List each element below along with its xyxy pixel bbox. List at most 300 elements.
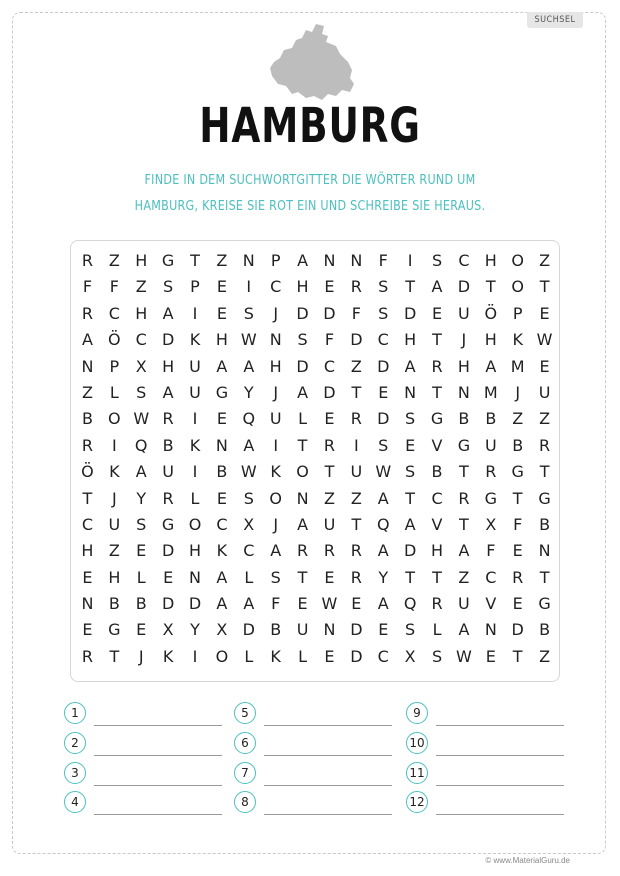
grid-letter: D: [511, 620, 524, 640]
grid-letter: K: [270, 462, 281, 482]
grid-letter: D: [377, 409, 390, 429]
grid-letter: I: [246, 277, 252, 297]
grid-letter: A: [162, 382, 174, 402]
grid-letter: T: [459, 462, 469, 482]
grid-letter: R: [485, 462, 497, 482]
grid-letter: G: [215, 382, 229, 402]
answer-line[interactable]: [264, 785, 392, 786]
grid-letter: U: [323, 514, 336, 534]
grid-letter: Z: [539, 251, 551, 270]
grid-letter: S: [270, 567, 281, 587]
grid-letter: Y: [190, 620, 200, 640]
grid-letter: I: [192, 409, 198, 429]
grid-letter: H: [269, 356, 282, 376]
grid-letter: A: [216, 594, 228, 614]
grid-letter: S: [243, 488, 254, 508]
answer-line[interactable]: [436, 755, 564, 756]
grid-row: [74, 380, 558, 406]
grid-letter: N: [189, 567, 201, 587]
grid-letter: S: [243, 303, 254, 323]
grid-letter: D: [377, 356, 390, 376]
grid-row: [74, 486, 558, 512]
grid-letter: G: [108, 620, 121, 640]
grid-letter: R: [81, 646, 93, 666]
grid-letter: B: [270, 620, 282, 640]
grid-letter: Q: [376, 514, 390, 534]
grid-letter: A: [270, 541, 282, 561]
grid-letter: W: [456, 646, 472, 666]
grid-letter: E: [512, 541, 523, 561]
grid-letter: R: [350, 409, 362, 429]
instructions: [0, 168, 620, 220]
grid-letter: U: [108, 514, 121, 534]
grid-letter: K: [189, 435, 201, 455]
grid-letter: S: [405, 462, 416, 482]
grid-letter: Q: [134, 435, 148, 455]
grid-letter: X: [135, 356, 147, 376]
grid-letter: U: [458, 594, 470, 614]
grid-letter: B: [81, 409, 93, 429]
grid-letter: E: [297, 594, 308, 614]
grid-letter: L: [298, 646, 308, 666]
grid-letter: U: [484, 435, 497, 455]
grid-letter: E: [351, 594, 362, 614]
grid-letter: N: [323, 251, 336, 270]
answer-item: [406, 791, 566, 815]
grid-letter: N: [323, 620, 336, 640]
grid-letter: T: [351, 514, 362, 534]
grid-letter: R: [350, 277, 362, 297]
grid-letter: F: [271, 594, 281, 614]
grid-letter: A: [297, 382, 309, 402]
grid-letter: H: [457, 356, 470, 376]
grid-letter: Z: [350, 488, 362, 508]
grid-letter: D: [296, 303, 309, 323]
grid-letter: S: [378, 303, 389, 323]
grid-row: [74, 433, 558, 459]
grid-letter: C: [323, 356, 336, 376]
answer-line[interactable]: [264, 814, 392, 815]
grid-letter: H: [135, 303, 148, 323]
grid-letter: O: [269, 488, 282, 508]
grid-letter: F: [513, 514, 523, 534]
grid-letter: P: [512, 303, 523, 323]
answer-number: 6: [234, 732, 256, 754]
grid-letter: G: [430, 409, 444, 429]
grid-letter: B: [216, 462, 228, 482]
grid-letter: F: [82, 277, 93, 297]
grid-letter: H: [215, 330, 228, 350]
grid-letter: C: [108, 303, 120, 323]
answer-line[interactable]: [94, 785, 222, 786]
grid-letter: D: [242, 620, 255, 640]
grid-letter: Z: [216, 251, 228, 270]
grid-letter: T: [109, 646, 120, 666]
answer-item: [234, 791, 394, 815]
grid-letter: E: [378, 382, 389, 402]
grid-letter: R: [458, 488, 470, 508]
answer-number: 4: [64, 791, 86, 813]
answer-number: 1: [64, 702, 86, 724]
grid-letter: V: [431, 514, 443, 534]
grid-letter: N: [269, 330, 282, 350]
answer-list: [64, 702, 574, 822]
grid-letter: A: [243, 435, 255, 455]
grid-letter: S: [405, 620, 416, 640]
grid-letter: Q: [403, 594, 417, 614]
grid-letter: V: [431, 435, 443, 455]
answer-item: [64, 702, 224, 726]
grid-letter: N: [81, 356, 94, 376]
grid-letter: G: [457, 435, 471, 455]
grid-letter: J: [461, 330, 467, 350]
grid-letter: S: [136, 514, 147, 534]
grid-letter: Z: [350, 356, 362, 376]
grid-letter: S: [431, 251, 443, 270]
grid-letter: T: [539, 277, 550, 297]
grid-row: [74, 459, 558, 485]
grid-letter: Z: [81, 382, 93, 402]
grid-letter: N: [296, 488, 309, 508]
grid-letter: L: [298, 409, 308, 429]
answer-item: [406, 702, 566, 726]
grid-letter: A: [377, 488, 389, 508]
grid-letter: Z: [108, 251, 120, 270]
grid-letter: I: [407, 251, 413, 270]
grid-letter: B: [539, 514, 551, 534]
grid-letter: E: [539, 303, 550, 323]
grid-letter: G: [538, 594, 551, 614]
grid-letter: I: [192, 646, 198, 666]
grid-letter: K: [216, 541, 228, 561]
answer-number: 9: [406, 702, 428, 724]
grid-letter: Y: [136, 488, 147, 508]
grid-letter: H: [188, 541, 202, 561]
grid-letter: R: [81, 435, 93, 455]
grid-letter: W: [133, 409, 150, 429]
grid-letter: R: [431, 594, 443, 614]
grid-letter: C: [243, 541, 255, 561]
grid-letter: E: [216, 409, 227, 429]
grid-letter: I: [353, 435, 359, 455]
grid-letter: T: [405, 277, 416, 297]
grid-letter: T: [405, 488, 416, 508]
grid-letter: D: [161, 594, 175, 614]
grid-letter: N: [538, 541, 551, 561]
grid-letter: I: [192, 303, 198, 323]
grid-letter: S: [136, 382, 147, 402]
grid-letter: A: [162, 303, 174, 323]
grid-letter: K: [189, 330, 201, 350]
grid-letter: F: [324, 330, 335, 350]
grid-letter: H: [162, 356, 175, 376]
grid-letter: W: [375, 462, 392, 482]
grid-letter: Ö: [81, 462, 94, 482]
grid-letter: B: [431, 462, 443, 482]
grid-letter: U: [189, 356, 201, 376]
answer-item: [406, 732, 566, 756]
grid-letter: D: [350, 646, 363, 666]
answer-item: [234, 702, 394, 726]
grid-letter: E: [378, 620, 389, 640]
grid-letter: F: [109, 277, 119, 297]
grid-letter: H: [296, 277, 309, 297]
grid-letter: J: [138, 646, 144, 666]
grid-letter: N: [350, 251, 363, 270]
grid-letter: B: [135, 594, 147, 614]
grid-letter: A: [243, 594, 255, 614]
answer-number: 2: [64, 732, 86, 754]
grid-letter: H: [484, 330, 497, 350]
grid-letter: R: [162, 488, 174, 508]
answer-number: 5: [234, 702, 256, 724]
grid-letter: F: [378, 251, 388, 270]
grid-letter: E: [216, 488, 227, 508]
grid-letter: D: [161, 541, 175, 561]
hamburg-map-icon: [266, 22, 356, 104]
grid-letter: D: [350, 330, 363, 350]
grid-letter: L: [136, 567, 146, 587]
grid-letter: L: [109, 382, 119, 402]
grid-letter: T: [432, 567, 442, 587]
grid-letter: Z: [539, 646, 551, 666]
grid-letter: R: [350, 567, 362, 587]
grid-letter: C: [81, 514, 94, 534]
answer-line[interactable]: [264, 725, 392, 726]
grid-letter: W: [240, 330, 257, 350]
grid-letter: H: [431, 541, 444, 561]
page-title: HAMBURG: [199, 98, 421, 154]
grid-letter: I: [192, 462, 198, 482]
grid-letter: T: [539, 567, 550, 587]
grid-letter: S: [297, 330, 308, 350]
grid-letter: D: [350, 620, 363, 640]
grid-letter: H: [108, 567, 121, 587]
grid-letter: U: [296, 620, 309, 640]
grid-letter: R: [431, 356, 443, 376]
grid-letter: X: [243, 514, 255, 534]
grid-letter: G: [161, 251, 175, 270]
grid-letter: R: [323, 435, 336, 455]
grid-letter: S: [378, 435, 389, 455]
answer-item: [406, 762, 566, 786]
answer-item: [234, 762, 394, 786]
grid-letter: W: [240, 462, 257, 482]
grid-letter: A: [297, 251, 309, 270]
answer-line[interactable]: [94, 814, 222, 815]
footer-credit: © www.MaterialGuru.de: [485, 856, 570, 865]
answer-number: 11: [406, 762, 428, 784]
grid-letter: D: [161, 330, 175, 350]
answer-number: 12: [406, 791, 428, 813]
grid-row: [74, 354, 558, 380]
grid-row: [74, 274, 558, 300]
grid-letter: G: [511, 462, 524, 482]
grid-letter: N: [457, 382, 470, 402]
grid-letter: F: [351, 303, 361, 323]
grid-letter: E: [405, 435, 416, 455]
grid-letter: E: [216, 277, 227, 297]
grid-letter: T: [432, 330, 442, 350]
grid-letter: A: [216, 567, 228, 587]
grid-letter: E: [216, 303, 227, 323]
grid-letter: T: [405, 567, 416, 587]
grid-letter: A: [404, 356, 416, 376]
grid-letter: E: [324, 567, 335, 587]
grid-letter: O: [188, 514, 202, 534]
grid-letter: T: [297, 435, 308, 455]
grid-letter: N: [242, 251, 255, 270]
grid-letter: U: [538, 382, 551, 402]
grid-letter: D: [296, 356, 309, 376]
grid-letter: Ö: [484, 303, 498, 323]
grid-letter: X: [485, 514, 497, 534]
grid-letter: T: [512, 646, 523, 666]
answer-line[interactable]: [436, 785, 564, 786]
grid-letter: M: [483, 382, 498, 402]
grid-letter: E: [82, 567, 93, 587]
grid-letter: X: [162, 620, 174, 640]
grid-letter: Z: [108, 541, 120, 561]
answer-line[interactable]: [436, 725, 564, 726]
grid-letter: O: [511, 251, 524, 270]
grid-letter: D: [457, 277, 471, 297]
grid-letter: A: [431, 277, 443, 297]
grid-letter: J: [273, 382, 279, 402]
grid-letter: N: [404, 382, 417, 402]
grid-letter: A: [216, 356, 228, 376]
grid-letter: D: [323, 382, 336, 402]
grid-letter: J: [111, 488, 117, 508]
grid-row: [74, 538, 558, 564]
grid-letter: E: [163, 567, 174, 587]
grid-letter: S: [405, 409, 416, 429]
answer-number: 10: [406, 732, 428, 754]
grid-letter: G: [161, 514, 175, 534]
grid-letter: D: [403, 303, 417, 323]
grid-letter: C: [135, 330, 147, 350]
grid-letter: E: [82, 620, 93, 640]
grid-letter: S: [431, 646, 443, 666]
instruction-line-2: HAMBURG, KREISE SIE ROT EIN UND SCHREIBE SIE HERAUS.: [134, 199, 486, 214]
grid-letter: K: [512, 330, 523, 350]
grid-letter: O: [215, 646, 229, 666]
grid-letter: P: [190, 277, 200, 297]
answer-item: [64, 732, 224, 756]
grid-row: [74, 565, 558, 591]
grid-letter: Ö: [108, 330, 121, 350]
grid-letter: E: [136, 541, 147, 561]
grid-letter: A: [135, 462, 147, 482]
grid-letter: E: [324, 646, 335, 666]
grid-letter: C: [431, 488, 443, 508]
answer-line[interactable]: [94, 725, 222, 726]
grid-letter: K: [109, 462, 120, 482]
grid-letter: J: [515, 382, 521, 402]
grid-letter: T: [432, 382, 442, 402]
grid-letter: E: [431, 303, 443, 323]
grid-letter: Y: [243, 382, 254, 402]
answer-line[interactable]: [436, 814, 564, 815]
grid-letter: H: [135, 251, 148, 270]
grid-letter: R: [81, 251, 93, 270]
grid-letter: R: [350, 541, 362, 561]
answer-item: [64, 762, 224, 786]
grid-letter: R: [512, 567, 524, 587]
grid-letter: U: [269, 409, 282, 429]
grid-letter: T: [82, 488, 93, 508]
grid-letter: Z: [539, 409, 551, 429]
grid-letter: D: [188, 594, 202, 614]
grid-letter: T: [324, 462, 335, 482]
grid-letter: A: [404, 514, 416, 534]
grid-letter: C: [377, 646, 389, 666]
grid-row: [74, 406, 558, 432]
answer-item: [64, 791, 224, 815]
grid-letter: T: [297, 567, 308, 587]
grid-letter: Z: [323, 488, 335, 508]
grid-letter: V: [485, 594, 497, 614]
grid-letter: H: [81, 541, 94, 561]
grid-letter: Z: [135, 277, 147, 297]
grid-letter: A: [458, 620, 470, 640]
word-search-grid: [74, 248, 558, 670]
grid-letter: P: [270, 251, 281, 270]
grid-letter: N: [484, 620, 497, 640]
grid-row: [74, 512, 558, 538]
grid-letter: B: [512, 435, 524, 455]
grid-letter: T: [539, 462, 550, 482]
grid-letter: B: [162, 435, 174, 455]
grid-letter: L: [190, 488, 200, 508]
grid-letter: N: [81, 594, 94, 614]
grid-letter: T: [485, 277, 496, 297]
grid-letter: N: [215, 435, 228, 455]
grid-row: [74, 644, 558, 670]
grid-letter: C: [377, 330, 389, 350]
grid-letter: E: [539, 356, 550, 376]
worksheet-type-tag: SUCHSEL: [527, 12, 583, 28]
grid-letter: I: [111, 435, 117, 455]
grid-row: [74, 617, 558, 643]
grid-letter: C: [270, 277, 282, 297]
grid-letter: J: [273, 303, 279, 323]
grid-letter: W: [536, 330, 553, 350]
grid-letter: R: [323, 541, 336, 561]
answer-number: 7: [234, 762, 256, 784]
grid-letter: Z: [512, 409, 524, 429]
grid-letter: T: [512, 488, 523, 508]
answer-number: 3: [64, 762, 86, 784]
grid-letter: H: [484, 251, 497, 270]
grid-letter: O: [511, 277, 524, 297]
grid-letter: R: [297, 541, 309, 561]
grid-letter: A: [458, 541, 470, 561]
grid-letter: S: [163, 277, 174, 297]
answer-item: [234, 732, 394, 756]
answer-line[interactable]: [264, 755, 392, 756]
grid-letter: D: [403, 541, 417, 561]
grid-row: [74, 301, 558, 327]
answer-line[interactable]: [94, 755, 222, 756]
grid-letter: E: [324, 409, 335, 429]
grid-letter: B: [108, 594, 120, 614]
grid-letter: P: [109, 356, 120, 376]
grid-letter: U: [458, 303, 470, 323]
grid-letter: D: [323, 303, 336, 323]
grid-row: [74, 591, 558, 617]
grid-letter: O: [108, 409, 121, 429]
